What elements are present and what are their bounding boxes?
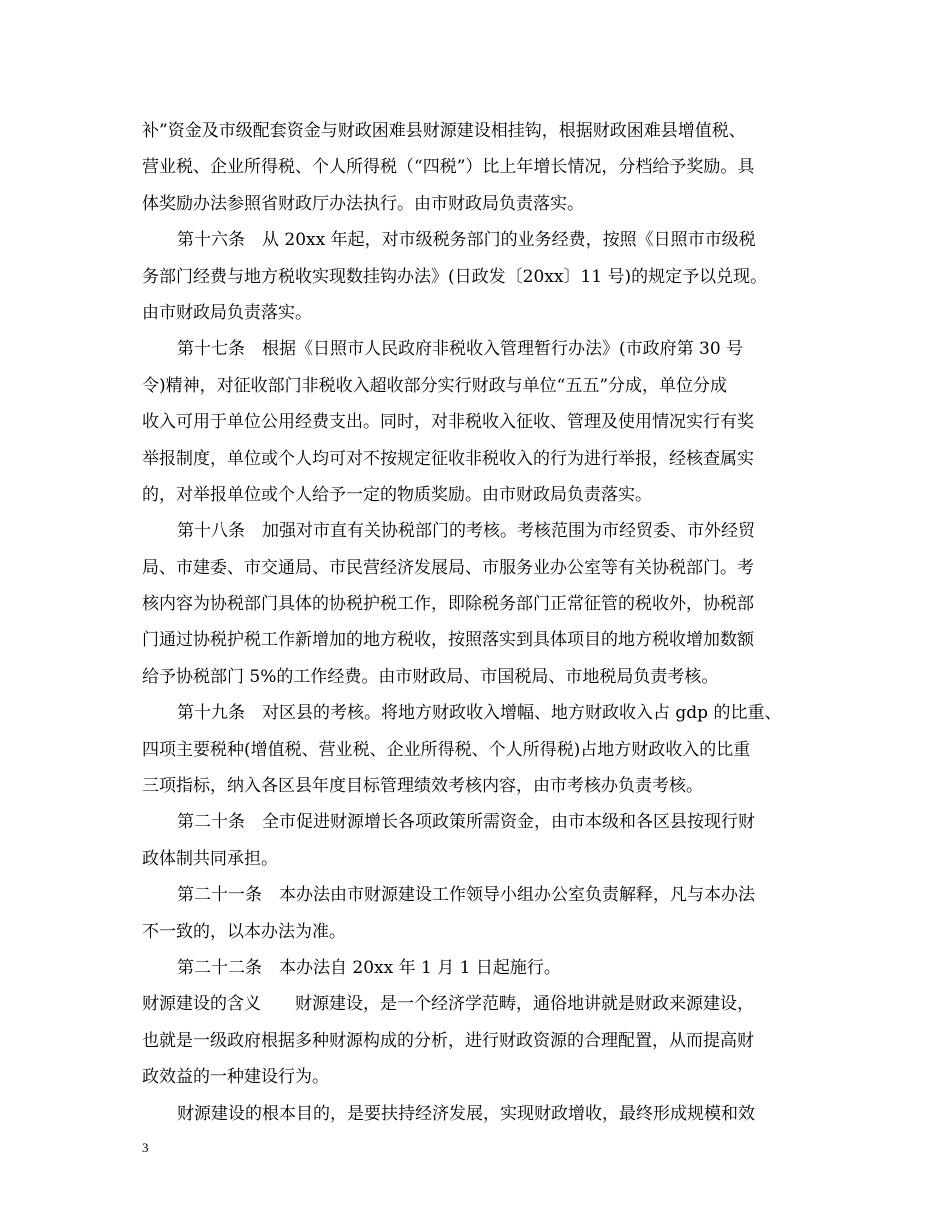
text-line: 三项指标，纳入各区县年度目标管理绩效考核内容，由市考核办负责考核。 xyxy=(142,776,703,797)
page-number: 3 xyxy=(142,1140,149,1155)
text-line: 第十六条 从 20xx 年起，对市级税务部门的业务经费，按照《日照市市级税 xyxy=(177,230,756,251)
text-line: 也就是一级政府根据多种财源构成的分析，进行财政资源的合理配置，从而提高财 xyxy=(142,1030,754,1051)
text-line: 政效益的一种建设行为。 xyxy=(142,1067,329,1088)
text-line: 令)精神，对征收部门非税收入超收部分实行财政与单位“五五”分成，单位分成 xyxy=(142,375,728,396)
text-line: 核内容为协税部门具体的协税护税工作，即除税务部门正常征管的税收外，协税部 xyxy=(142,594,754,615)
text-line: 第十七条 根据《日照市人民政府非税收入管理暂行办法》(市政府第 30 号 xyxy=(177,339,744,360)
text-line: 财源建设的含义 财源建设，是一个经济学范畴，通俗地讲就是财政来源建设， xyxy=(142,994,754,1015)
text-line: 营业税、企业所得税、个人所得税（“四税”）比上年增长情况，分档给予奖励。具 xyxy=(142,157,755,178)
text-line: 四项主要税种(增值税、营业税、企业所得税、个人所得税)占地方财政收入的比重 xyxy=(142,739,751,760)
text-line: 第十八条 加强对市直有关协税部门的考核。考核范围为市经贸委、市外经贸 xyxy=(177,521,755,542)
document-body xyxy=(142,113,818,1132)
text-line: 政体制共同承担。 xyxy=(142,848,278,869)
text-line: 第二十一条 本办法由市财源建设工作领导小组办公室负责解释，凡与本办法 xyxy=(177,885,755,906)
text-line: 门通过协税护税工作新增加的地方税收，按照落实到具体项目的地方税收增加数额 xyxy=(142,630,754,651)
text-line: 第二十条 全市促进财源增长各项政策所需资金，由市本级和各区县按现行财 xyxy=(177,812,755,833)
text-line: 由市财政局负责落实。 xyxy=(142,302,312,323)
text-line: 第十九条 对区县的考核。将地方财政收入增幅、地方财政收入占 gdp 的比重、 xyxy=(177,703,782,724)
text-line: 第二十二条 本办法自 20xx 年 1 月 1 日起施行。 xyxy=(177,957,561,978)
text-line: 局、市建委、市交通局、市民营经济发展局、市服务业办公室等有关协税部门。考 xyxy=(142,557,754,578)
text-line: 体奖励办法参照省财政厅办法执行。由市财政局负责落实。 xyxy=(142,193,584,214)
text-line: 给予协税部门 5%的工作经费。由市财政局、市国税局、市地税局负责考核。 xyxy=(142,666,719,687)
text-line: 补”资金及市级配套资金与财政困难县财源建设相挂钩，根据财政困难县增值税、 xyxy=(142,121,746,141)
text-line: 务部门经费与地方税收实现数挂钩办法》(日政发〔20xx〕11 号)的规定予以兑现。 xyxy=(142,266,768,287)
text-line: 不一致的，以本办法为准。 xyxy=(142,921,346,942)
text-line: 的，对举报单位或个人给予一定的物质奖励。由市财政局负责落实。 xyxy=(142,484,652,505)
text-line: 举报制度，单位或个人均可对不按规定征收非税收入的行为进行举报，经核查属实 xyxy=(142,448,754,469)
text-line: 收入可用于单位公用经费支出。同时，对非税收入征收、管理及使用情况实行有奖 xyxy=(142,412,754,433)
text-line: 财源建设的根本目的，是要扶持经济发展，实现财政增收，最终形成规模和效 xyxy=(177,1103,755,1124)
